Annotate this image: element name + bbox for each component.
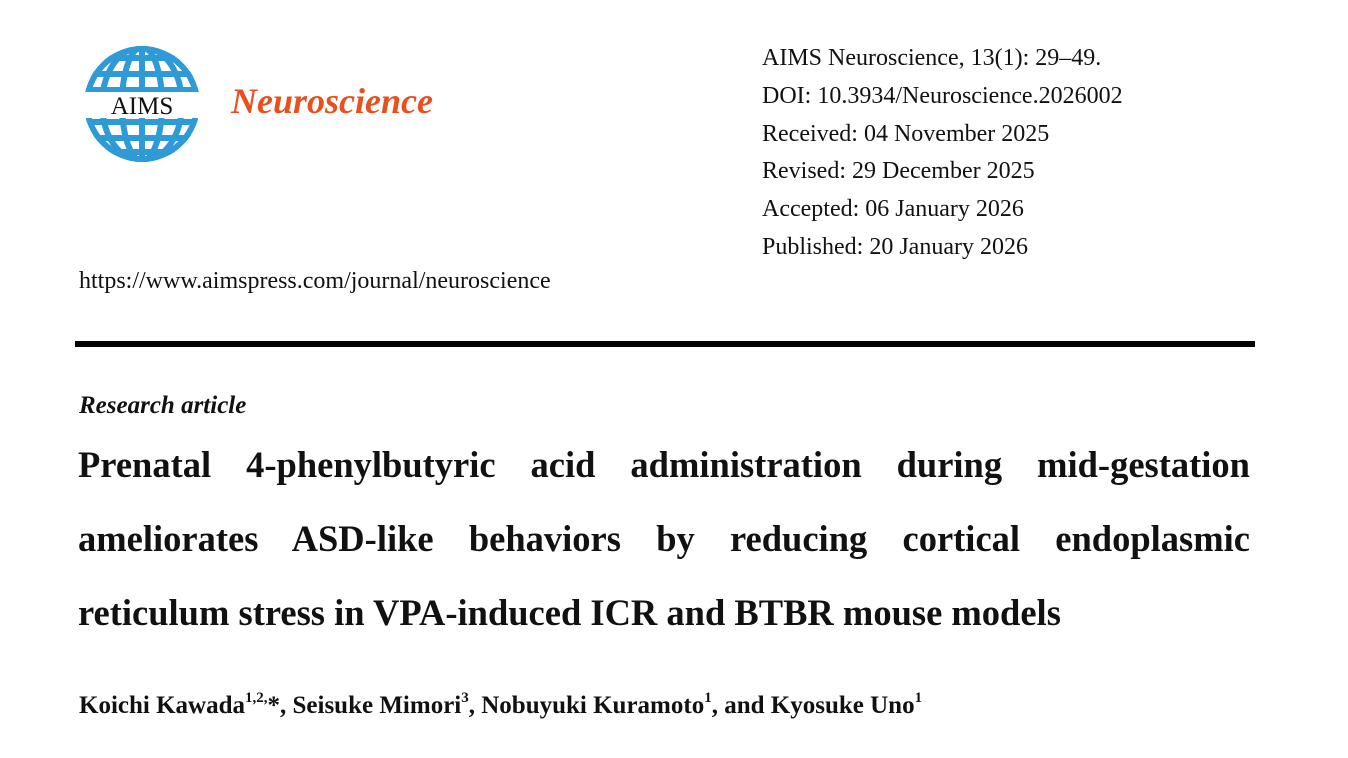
received-date: Received: 04 November 2025 [762,120,1050,147]
publication-metadata [762,40,1123,267]
author-name: Nobuyuki Kuramoto [481,692,705,719]
author-list [79,692,922,720]
doi: DOI: 10.3934/Neuroscience.2026002 [762,82,1123,109]
journal-url: https://www.aimspress.com/journal/neuroscience [79,268,551,294]
title-line: reticulum stress in VPA-induced ICR and BTBR mouse models [78,592,1061,633]
logo-text: AIMS [110,93,174,120]
citation: AIMS Neuroscience, 13(1): 29–49. [762,45,1102,71]
author-affiliation: 1 [914,690,923,706]
author-affiliation: 3 [461,690,469,706]
published-date: Published: 20 January 2026 [762,233,1028,260]
author-name: Koichi Kawada [79,692,245,719]
author-name: Seisuke Mimori [292,692,462,719]
author-name: Kyosuke Uno [770,692,915,719]
header-divider [75,341,1255,347]
journal-name: Neuroscience [231,81,433,121]
author-affiliation: 1,2, [245,690,268,706]
article-title [78,440,1250,662]
globe-icon [80,44,204,164]
author-separator: *, [267,692,293,719]
title-line: ameliorates ASD-like behaviors by reducing cortical endoplasmic [78,518,1250,559]
accepted-date: Accepted: 06 January 2026 [762,196,1024,223]
author-separator: , and [711,692,771,719]
title-line: Prenatal 4-phenylbutyric acid administration during mid-gestation [78,444,1250,485]
author-separator: , [468,692,482,719]
revised-date: Revised: 29 December 2025 [762,158,1035,185]
aims-logo [80,44,204,164]
article-type: Research article [79,392,247,419]
author-affiliation: 1 [704,690,712,706]
